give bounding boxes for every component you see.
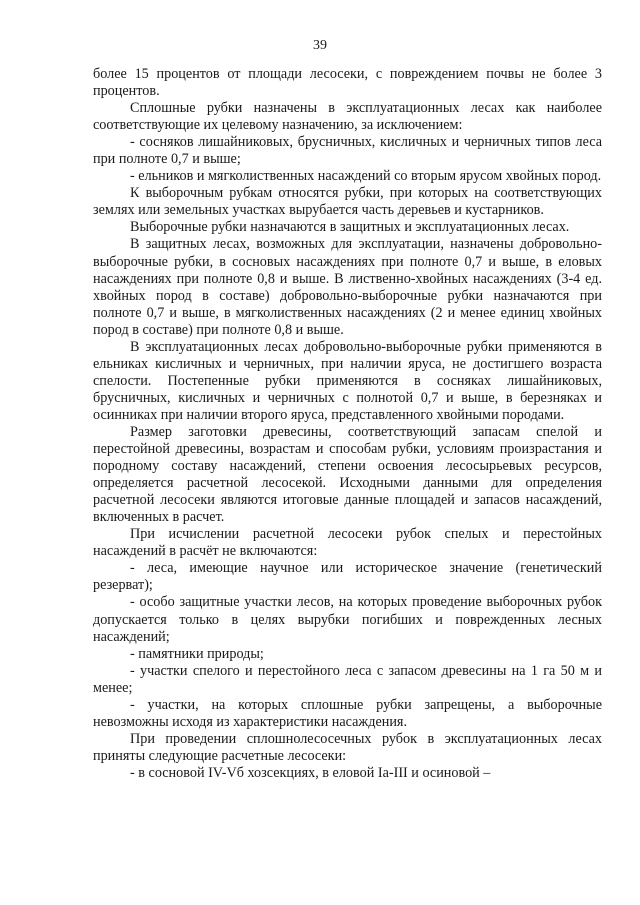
page-number: 39 (313, 38, 327, 53)
paragraph: - участки, на которых сплошные рубки запрещены, а выборочные невозможны исходя из характеристики насаждения. (93, 696, 602, 730)
paragraph: - особо защитные участки лесов, на которых проведение выборочных рубок допускается только в целях вырубки погибших и поврежденных лесных насаждений; (93, 594, 602, 645)
paragraph: Размер заготовки древесины, соответствующий запасам спелой и перестойной древесины, возрастам и способам рубки, условиям произрастания и породному составу насаждений, степени освоения лесосырьевых ресурсов, определяется расчетной лесосекой. Исходными данными для определения расчетной лесосеки являются итоговые данные площадей и запасов насаждений, включенных в расчет. (93, 423, 602, 526)
document-body (93, 66, 602, 782)
paragraph: При проведении сплошнолесосечных рубок в эксплуатационных лесах приняты следующие расчетные лесосеки: (93, 730, 602, 764)
paragraph: При исчислении расчетной лесосеки рубок спелых и перестойных насаждений в расчёт не включаются: (93, 526, 602, 560)
paragraph: К выборочным рубкам относятся рубки, при которых на соответствующих землях или земельных участках вырубается часть деревьев и кустарников. (93, 185, 602, 219)
paragraph: более 15 процентов от площади лесосеки, с повреждением почвы не более 3 процентов. (93, 66, 602, 100)
paragraph: В защитных лесах, возможных для эксплуатации, назначены добровольно-выборочные рубки, в сосновых насаждениях при полноте 0,7 и выше, в еловых насаждениях при полноте 0,8 и выше. В лиственно-хвойных насаждениях (3-4 ед. хвойных пород в составе) добровольно-выборочные рубки назначаются при полноте 0,7 и выше, в мягколиственных насаждениях (2 и менее единиц хвойных пород в составе) при полноте 0,8 и выше. (93, 236, 602, 338)
paragraph: Сплошные рубки назначены в эксплуатационных лесах как наиболее соответствующие их целевому назначению, за исключением: (93, 100, 602, 134)
paragraph: - леса, имеющие научное или историческое значение (генетический резерват); (93, 560, 602, 594)
paragraph: - участки спелого и перестойного леса с запасом древесины на 1 га 50 м и менее; (93, 662, 602, 696)
paragraph: Выборочные рубки назначаются в защитных и эксплуатационных лесах. (130, 219, 570, 236)
paragraph: - ельников и мягколиственных насаждений со вторым ярусом хвойных пород. (130, 168, 602, 185)
paragraph: В эксплуатационных лесах добровольно-выборочные рубки применяются в ельниках кисличных и черничных, при наличии яруса, не достигшего возраста спелости. Постепенные рубки применяются в сосняках лишайниковых, брусничных, кисличных и черничных с полнотой 0,7 и выше, в березняках и осинниках при наличии второго яруса, представленного хвойными породами. (93, 338, 602, 423)
paragraph: - сосняков лишайниковых, брусничных, кисличных и черничных типов леса при полноте 0,7 и выше; (93, 134, 602, 168)
paragraph: - памятники природы; (130, 645, 264, 662)
paragraph: - в сосновой IV-Vб хозсекциях, в еловой Iа-III и осиновой – (130, 764, 491, 781)
